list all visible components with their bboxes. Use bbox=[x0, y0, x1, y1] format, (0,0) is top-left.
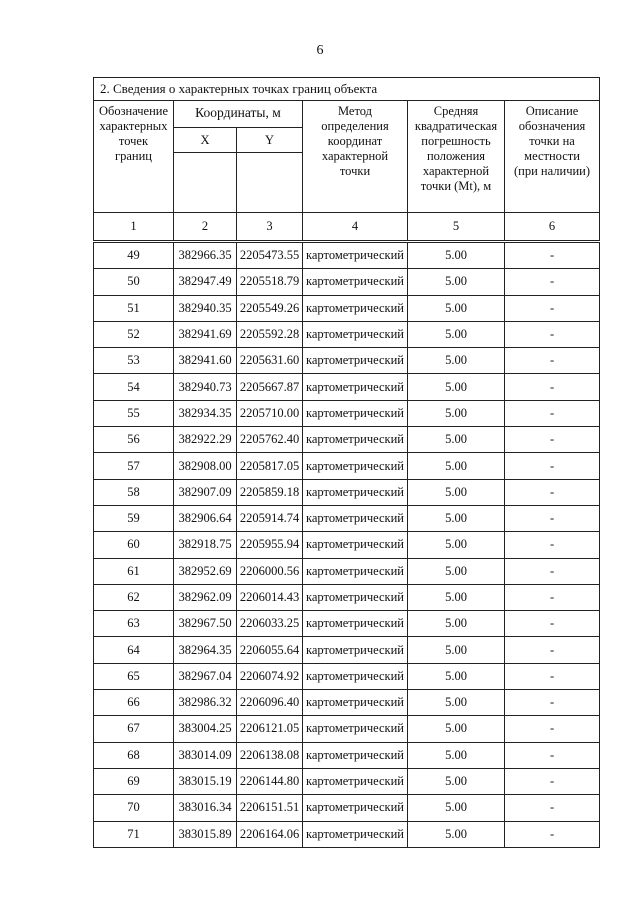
x-coordinate: 382966.35 bbox=[174, 243, 237, 269]
header-line: характерных bbox=[99, 119, 168, 133]
table-row bbox=[94, 479, 600, 505]
accuracy-cell: 5.00 bbox=[408, 663, 505, 689]
point-number: 60 bbox=[94, 532, 174, 558]
accuracy-cell: 5.00 bbox=[408, 453, 505, 479]
x-coordinate: 383015.89 bbox=[174, 821, 237, 847]
x-coordinate: 382952.69 bbox=[174, 558, 237, 584]
header-line: точки (Mt), м bbox=[420, 179, 492, 193]
column-number: 4 bbox=[303, 213, 408, 241]
point-number: 70 bbox=[94, 795, 174, 821]
method-cell: картометрический bbox=[303, 795, 408, 821]
point-number: 55 bbox=[94, 400, 174, 426]
table-row bbox=[94, 637, 600, 663]
accuracy-cell: 5.00 bbox=[408, 348, 505, 374]
table-row bbox=[94, 453, 600, 479]
accuracy-cell: 5.00 bbox=[408, 690, 505, 716]
accuracy-header bbox=[408, 101, 505, 213]
method-cell: картометрический bbox=[303, 821, 408, 847]
y-coordinate: 2205518.79 bbox=[237, 269, 303, 295]
point-number: 68 bbox=[94, 742, 174, 768]
header-line: точки bbox=[339, 164, 371, 178]
accuracy-cell: 5.00 bbox=[408, 558, 505, 584]
accuracy-cell: 5.00 bbox=[408, 821, 505, 847]
point-number: 59 bbox=[94, 505, 174, 531]
y-coordinate: 2205859.18 bbox=[237, 479, 303, 505]
x-coordinate: 382941.60 bbox=[174, 348, 237, 374]
table-row bbox=[94, 821, 600, 847]
x-coordinate: 382967.50 bbox=[174, 611, 237, 637]
table-row bbox=[94, 663, 600, 689]
table-row bbox=[94, 348, 600, 374]
accuracy-cell: 5.00 bbox=[408, 295, 505, 321]
column-number: 2 bbox=[174, 213, 237, 241]
point-number: 54 bbox=[94, 374, 174, 400]
x-coordinate: 382934.35 bbox=[174, 400, 237, 426]
header-line: обозначения bbox=[518, 119, 586, 133]
description-cell: - bbox=[505, 690, 600, 716]
header-line: характерной bbox=[422, 164, 490, 178]
table-row bbox=[94, 269, 600, 295]
column-number: 1 bbox=[94, 213, 174, 241]
y-coordinate: 2205592.28 bbox=[237, 321, 303, 347]
description-cell: - bbox=[505, 348, 600, 374]
method-cell: картометрический bbox=[303, 400, 408, 426]
table-row bbox=[94, 558, 600, 584]
accuracy-cell: 5.00 bbox=[408, 479, 505, 505]
header-line: характерной bbox=[321, 149, 389, 163]
y-coordinate: 2205762.40 bbox=[237, 427, 303, 453]
method-cell: картометрический bbox=[303, 374, 408, 400]
method-cell: картометрический bbox=[303, 348, 408, 374]
x-coordinate: 382964.35 bbox=[174, 637, 237, 663]
y-coordinate: 2205549.26 bbox=[237, 295, 303, 321]
point-number: 56 bbox=[94, 427, 174, 453]
x-coordinate: 382922.29 bbox=[174, 427, 237, 453]
point-number: 69 bbox=[94, 768, 174, 794]
section-title: 2. Сведения о характерных точках границ объекта bbox=[94, 78, 600, 101]
y-coordinate: 2206055.64 bbox=[237, 637, 303, 663]
page-number: 6 bbox=[316, 43, 324, 58]
header-line: Средняя bbox=[433, 104, 479, 118]
point-number: 62 bbox=[94, 584, 174, 610]
point-number: 66 bbox=[94, 690, 174, 716]
table-row bbox=[94, 374, 600, 400]
accuracy-cell: 5.00 bbox=[408, 584, 505, 610]
y-coordinate: 2205955.94 bbox=[237, 532, 303, 558]
table-row bbox=[94, 427, 600, 453]
header-line: погрешность bbox=[421, 134, 491, 148]
accuracy-cell: 5.00 bbox=[408, 795, 505, 821]
description-cell: - bbox=[505, 611, 600, 637]
accuracy-cell: 5.00 bbox=[408, 374, 505, 400]
x-coordinate: 383004.25 bbox=[174, 716, 237, 742]
table-row bbox=[94, 295, 600, 321]
x-coordinate: 382940.73 bbox=[174, 374, 237, 400]
accuracy-cell: 5.00 bbox=[408, 611, 505, 637]
y-coordinate: 2206164.06 bbox=[237, 821, 303, 847]
column-number: 5 bbox=[408, 213, 505, 241]
y-coordinate: 2206033.25 bbox=[237, 611, 303, 637]
description-cell: - bbox=[505, 716, 600, 742]
description-cell: - bbox=[505, 321, 600, 347]
header-line: Описание bbox=[525, 104, 579, 118]
table-row bbox=[94, 716, 600, 742]
table-row bbox=[94, 611, 600, 637]
section-title-row bbox=[94, 78, 600, 101]
header-line: точки на bbox=[529, 134, 575, 148]
method-cell: картометрический bbox=[303, 453, 408, 479]
header-line: точек bbox=[118, 134, 149, 148]
table-row bbox=[94, 690, 600, 716]
method-cell: картометрический bbox=[303, 479, 408, 505]
y-coordinate: 2206151.51 bbox=[237, 795, 303, 821]
x-header: X bbox=[174, 128, 237, 153]
header-row bbox=[94, 101, 600, 128]
table-row bbox=[94, 532, 600, 558]
method-cell: картометрический bbox=[303, 716, 408, 742]
x-header-filler bbox=[174, 153, 237, 213]
header-line: координат bbox=[327, 134, 383, 148]
y-coordinate: 2205473.55 bbox=[237, 243, 303, 269]
description-cell: - bbox=[505, 295, 600, 321]
y-coordinate: 2206074.92 bbox=[237, 663, 303, 689]
accuracy-cell: 5.00 bbox=[408, 269, 505, 295]
method-cell: картометрический bbox=[303, 558, 408, 584]
description-header bbox=[505, 101, 600, 213]
method-cell: картометрический bbox=[303, 663, 408, 689]
description-cell: - bbox=[505, 427, 600, 453]
y-coordinate: 2206144.80 bbox=[237, 768, 303, 794]
description-cell: - bbox=[505, 637, 600, 663]
accuracy-cell: 5.00 bbox=[408, 768, 505, 794]
x-coordinate: 382906.64 bbox=[174, 505, 237, 531]
description-cell: - bbox=[505, 453, 600, 479]
coordinates-header: Координаты, м bbox=[174, 101, 303, 128]
description-cell: - bbox=[505, 558, 600, 584]
y-coordinate: 2206000.56 bbox=[237, 558, 303, 584]
method-cell: картометрический bbox=[303, 768, 408, 794]
table-row bbox=[94, 321, 600, 347]
point-number: 50 bbox=[94, 269, 174, 295]
method-cell: картометрический bbox=[303, 321, 408, 347]
table-row bbox=[94, 400, 600, 426]
description-cell: - bbox=[505, 795, 600, 821]
description-cell: - bbox=[505, 400, 600, 426]
point-number: 71 bbox=[94, 821, 174, 847]
method-cell: картометрический bbox=[303, 611, 408, 637]
description-cell: - bbox=[505, 374, 600, 400]
description-cell: - bbox=[505, 269, 600, 295]
table-row bbox=[94, 584, 600, 610]
point-number: 65 bbox=[94, 663, 174, 689]
table-row bbox=[94, 505, 600, 531]
description-cell: - bbox=[505, 663, 600, 689]
x-coordinate: 382947.49 bbox=[174, 269, 237, 295]
description-cell: - bbox=[505, 505, 600, 531]
x-coordinate: 382986.32 bbox=[174, 690, 237, 716]
method-cell: картометрический bbox=[303, 742, 408, 768]
accuracy-cell: 5.00 bbox=[408, 637, 505, 663]
x-coordinate: 382940.35 bbox=[174, 295, 237, 321]
method-header bbox=[303, 101, 408, 213]
header-line: Метод bbox=[337, 104, 373, 118]
description-cell: - bbox=[505, 768, 600, 794]
header-line: положения bbox=[426, 149, 486, 163]
description-cell: - bbox=[505, 821, 600, 847]
table-row bbox=[94, 243, 600, 269]
method-cell: картометрический bbox=[303, 243, 408, 269]
y-coordinate: 2205817.05 bbox=[237, 453, 303, 479]
point-number: 61 bbox=[94, 558, 174, 584]
table-row bbox=[94, 768, 600, 794]
x-coordinate: 382941.69 bbox=[174, 321, 237, 347]
x-coordinate: 383014.09 bbox=[174, 742, 237, 768]
point-number: 64 bbox=[94, 637, 174, 663]
description-cell: - bbox=[505, 584, 600, 610]
point-number: 51 bbox=[94, 295, 174, 321]
column-number: 3 bbox=[237, 213, 303, 241]
y-coordinate: 2205631.60 bbox=[237, 348, 303, 374]
header-line: квадратическая bbox=[414, 119, 498, 133]
table-row bbox=[94, 742, 600, 768]
point-number: 52 bbox=[94, 321, 174, 347]
column-number-row bbox=[94, 213, 600, 241]
point-number: 53 bbox=[94, 348, 174, 374]
x-coordinate: 382967.04 bbox=[174, 663, 237, 689]
y-coordinate: 2205710.00 bbox=[237, 400, 303, 426]
header-line: местности bbox=[524, 149, 580, 163]
x-coordinate: 382962.09 bbox=[174, 584, 237, 610]
header-line: (при наличии) bbox=[514, 164, 591, 178]
y-coordinate: 2206096.40 bbox=[237, 690, 303, 716]
y-header: Y bbox=[237, 128, 303, 153]
method-cell: картометрический bbox=[303, 637, 408, 663]
x-coordinate: 382907.09 bbox=[174, 479, 237, 505]
accuracy-cell: 5.00 bbox=[408, 400, 505, 426]
method-cell: картометрический bbox=[303, 269, 408, 295]
header-line: определения bbox=[321, 119, 389, 133]
column-number: 6 bbox=[505, 213, 600, 241]
accuracy-cell: 5.00 bbox=[408, 243, 505, 269]
description-cell: - bbox=[505, 243, 600, 269]
boundary-points-table bbox=[93, 77, 600, 848]
y-coordinate: 2206138.08 bbox=[237, 742, 303, 768]
designation-header bbox=[94, 101, 174, 213]
accuracy-cell: 5.00 bbox=[408, 321, 505, 347]
accuracy-cell: 5.00 bbox=[408, 742, 505, 768]
description-cell: - bbox=[505, 742, 600, 768]
method-cell: картометрический bbox=[303, 427, 408, 453]
y-coordinate: 2205667.87 bbox=[237, 374, 303, 400]
accuracy-cell: 5.00 bbox=[408, 532, 505, 558]
description-cell: - bbox=[505, 479, 600, 505]
point-number: 49 bbox=[94, 243, 174, 269]
x-coordinate: 383015.19 bbox=[174, 768, 237, 794]
y-coordinate: 2206121.05 bbox=[237, 716, 303, 742]
accuracy-cell: 5.00 bbox=[408, 427, 505, 453]
y-header-filler bbox=[237, 153, 303, 213]
accuracy-cell: 5.00 bbox=[408, 505, 505, 531]
method-cell: картометрический bbox=[303, 505, 408, 531]
x-coordinate: 383016.34 bbox=[174, 795, 237, 821]
method-cell: картометрический bbox=[303, 532, 408, 558]
y-coordinate: 2206014.43 bbox=[237, 584, 303, 610]
x-coordinate: 382918.75 bbox=[174, 532, 237, 558]
point-number: 58 bbox=[94, 479, 174, 505]
header-line: Обозначение bbox=[98, 104, 169, 118]
x-coordinate: 382908.00 bbox=[174, 453, 237, 479]
method-cell: картометрический bbox=[303, 690, 408, 716]
point-number: 57 bbox=[94, 453, 174, 479]
method-cell: картометрический bbox=[303, 584, 408, 610]
y-coordinate: 2205914.74 bbox=[237, 505, 303, 531]
table-row bbox=[94, 795, 600, 821]
header-line: границ bbox=[115, 149, 152, 163]
accuracy-cell: 5.00 bbox=[408, 716, 505, 742]
description-cell: - bbox=[505, 532, 600, 558]
point-number: 67 bbox=[94, 716, 174, 742]
method-cell: картометрический bbox=[303, 295, 408, 321]
point-number: 63 bbox=[94, 611, 174, 637]
